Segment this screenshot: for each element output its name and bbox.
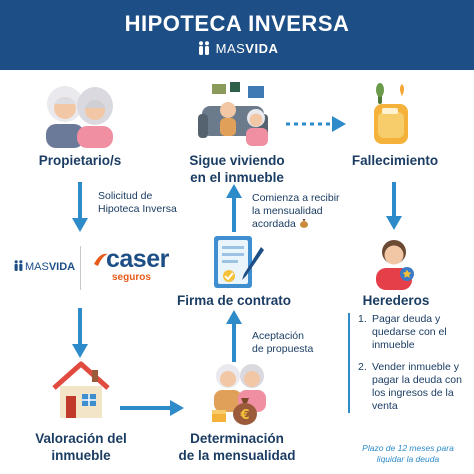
note-comienza-line3-wrap — [252, 218, 362, 231]
label-valoracion — [14, 430, 148, 464]
arrow-dotted-fallecimiento — [286, 114, 348, 134]
masvida-text-bold: VIDA — [48, 261, 76, 273]
option-number: 2. — [358, 361, 367, 373]
label-fallecimiento: Fallecimiento — [351, 153, 439, 168]
label-determinacion — [164, 430, 310, 464]
note-comienza — [252, 192, 362, 231]
people-icon — [196, 41, 212, 55]
note-aceptacion — [252, 330, 352, 356]
note-comienza-line3: acordada — [252, 218, 296, 230]
masvida-logo — [12, 260, 75, 273]
label-determinacion-line1: Determinación — [190, 431, 284, 446]
note-aceptacion-line2: de propuesta — [252, 343, 314, 355]
note-comienza-line2: la mensualidad — [252, 205, 323, 217]
note-aceptacion-line1: Aceptación — [252, 330, 304, 342]
small-money-bag-icon — [299, 218, 309, 228]
arrow-down-valoracion — [70, 308, 90, 360]
logo-text-bold: VIDA — [245, 41, 279, 56]
label-valoracion-line2: inmueble — [51, 448, 111, 463]
label-sigue-line2: en el inmueble — [190, 170, 284, 185]
caser-logo — [98, 246, 168, 283]
label-propietarios: Propietario/s — [38, 153, 122, 168]
option-item — [358, 313, 468, 352]
logo-divider — [80, 246, 81, 290]
note-comienza-line1: Comienza a recibir — [252, 192, 340, 204]
couple-on-sofa-icon — [198, 80, 274, 148]
note-solicitud-line2: Hipoteca Inversa — [98, 203, 177, 215]
herederos-options — [348, 313, 468, 413]
option-text: Pagar deuda y quedarse con el inmueble — [372, 313, 447, 351]
masvida-header-logo — [0, 41, 474, 56]
arrow-down-herederos — [384, 182, 404, 232]
elderly-couple-icon — [40, 82, 118, 148]
heir-icon — [372, 236, 418, 290]
label-determinacion-line2: de la mensualidad — [178, 448, 296, 463]
note-solicitud-line1: Solicitud de — [98, 190, 153, 202]
masvida-text-light: MAS — [25, 261, 49, 273]
deadline-line2: liquidar la deuda — [376, 453, 440, 464]
label-herederos: Herederos — [362, 293, 430, 308]
option-number: 1. — [358, 313, 367, 325]
note-solicitud — [98, 190, 198, 216]
svg-text:€: € — [240, 408, 250, 423]
house-icon — [50, 360, 112, 420]
logo-text-light: MAS — [215, 41, 246, 56]
caser-name: caser — [106, 245, 169, 273]
option-text: Vender inmueble y pagar la deuda con los ingresos de la venta — [372, 361, 462, 412]
arrow-down-solicitud — [70, 182, 90, 234]
money-bag-icon — [230, 394, 260, 426]
header-banner — [0, 0, 474, 70]
page-title: HIPOTECA INVERSA — [124, 11, 350, 36]
label-valoracion-line1: Valoración del — [35, 431, 127, 446]
caser-swoosh-icon — [92, 250, 110, 268]
people-icon — [12, 260, 25, 271]
option-item — [358, 361, 468, 413]
deadline-line1: Plazo de 12 meses para — [362, 443, 454, 453]
label-firma-contrato: Firma de contrato — [176, 293, 292, 308]
arrow-up-firma — [224, 310, 244, 362]
contract-icon — [210, 234, 268, 292]
label-sigue-line1: Sigue viviendo — [189, 153, 285, 168]
caser-sub: seguros — [112, 272, 151, 283]
arrow-up-sigue — [224, 184, 244, 232]
label-sigue-viviendo — [164, 152, 310, 186]
arrow-right-determinacion — [120, 398, 186, 418]
deadline-note — [348, 443, 468, 464]
memorial-candle-icon — [368, 82, 416, 146]
